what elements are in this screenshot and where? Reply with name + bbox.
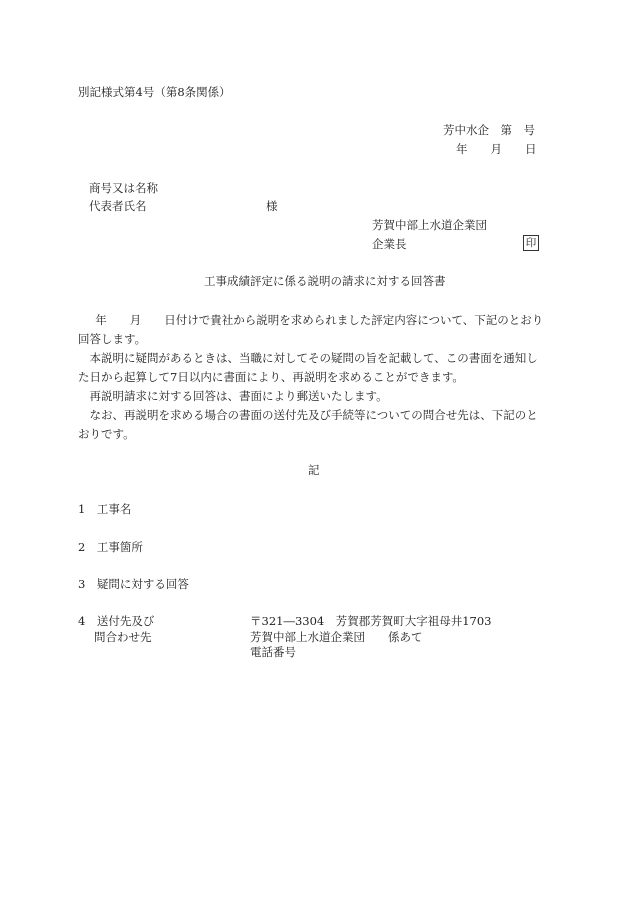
ki-heading: 記	[308, 463, 320, 477]
contact-recipient: 芳賀中部上水道企業団 係あて	[250, 630, 423, 644]
contact-address: 〒321―3304 芳賀郡芳賀町大字祖母井1703	[250, 614, 492, 628]
body-paragraph-1: 年 月 日付けで貴社から説明を求められました評定内容について、下記のとおり回答します。	[78, 313, 544, 346]
item-contact-label-2: 問合わせ先	[94, 630, 152, 644]
contact-phone-label: 電話番号	[250, 645, 296, 659]
item-construction-name: 1 工事名	[78, 502, 132, 516]
seal-mark	[523, 235, 539, 251]
form-number: 別記様式第4号（第8条関係）	[78, 85, 231, 99]
body-paragraph-2: 本説明に疑問があるときは、当職に対してその疑問の旨を記載して、この書面を通知した日から起算して7日以内に書面により、再説明を求めることができます。	[78, 351, 538, 384]
body-paragraph-3: 再説明請求に対する回答は、書面により郵送いたします。	[89, 389, 388, 403]
seal-label: 印	[523, 235, 539, 251]
document-title: 工事成績評定に係る説明の請求に対する回答書	[204, 274, 446, 288]
item-contact-label-1: 4 送付先及び	[78, 614, 155, 628]
body-paragraph-4: なお、再説明を求める場合の書面の送付先及び手続等についての問合せ先は、下記のとおりです。	[78, 408, 538, 441]
issuer-organization: 芳賀中部上水道企業団	[372, 218, 487, 232]
document-number: 芳中水企 第 号	[443, 123, 535, 137]
issuer-title: 企業長	[372, 237, 407, 251]
item-construction-location: 2 工事箇所	[78, 540, 143, 554]
company-name-label: 商号又は名称	[89, 181, 158, 195]
item-answer: 3 疑問に対する回答	[78, 577, 189, 591]
document-date: 年 月 日	[456, 142, 537, 156]
honorific: 様	[266, 199, 278, 213]
body-text	[78, 311, 548, 444]
representative-name-label: 代表者氏名	[89, 199, 147, 213]
